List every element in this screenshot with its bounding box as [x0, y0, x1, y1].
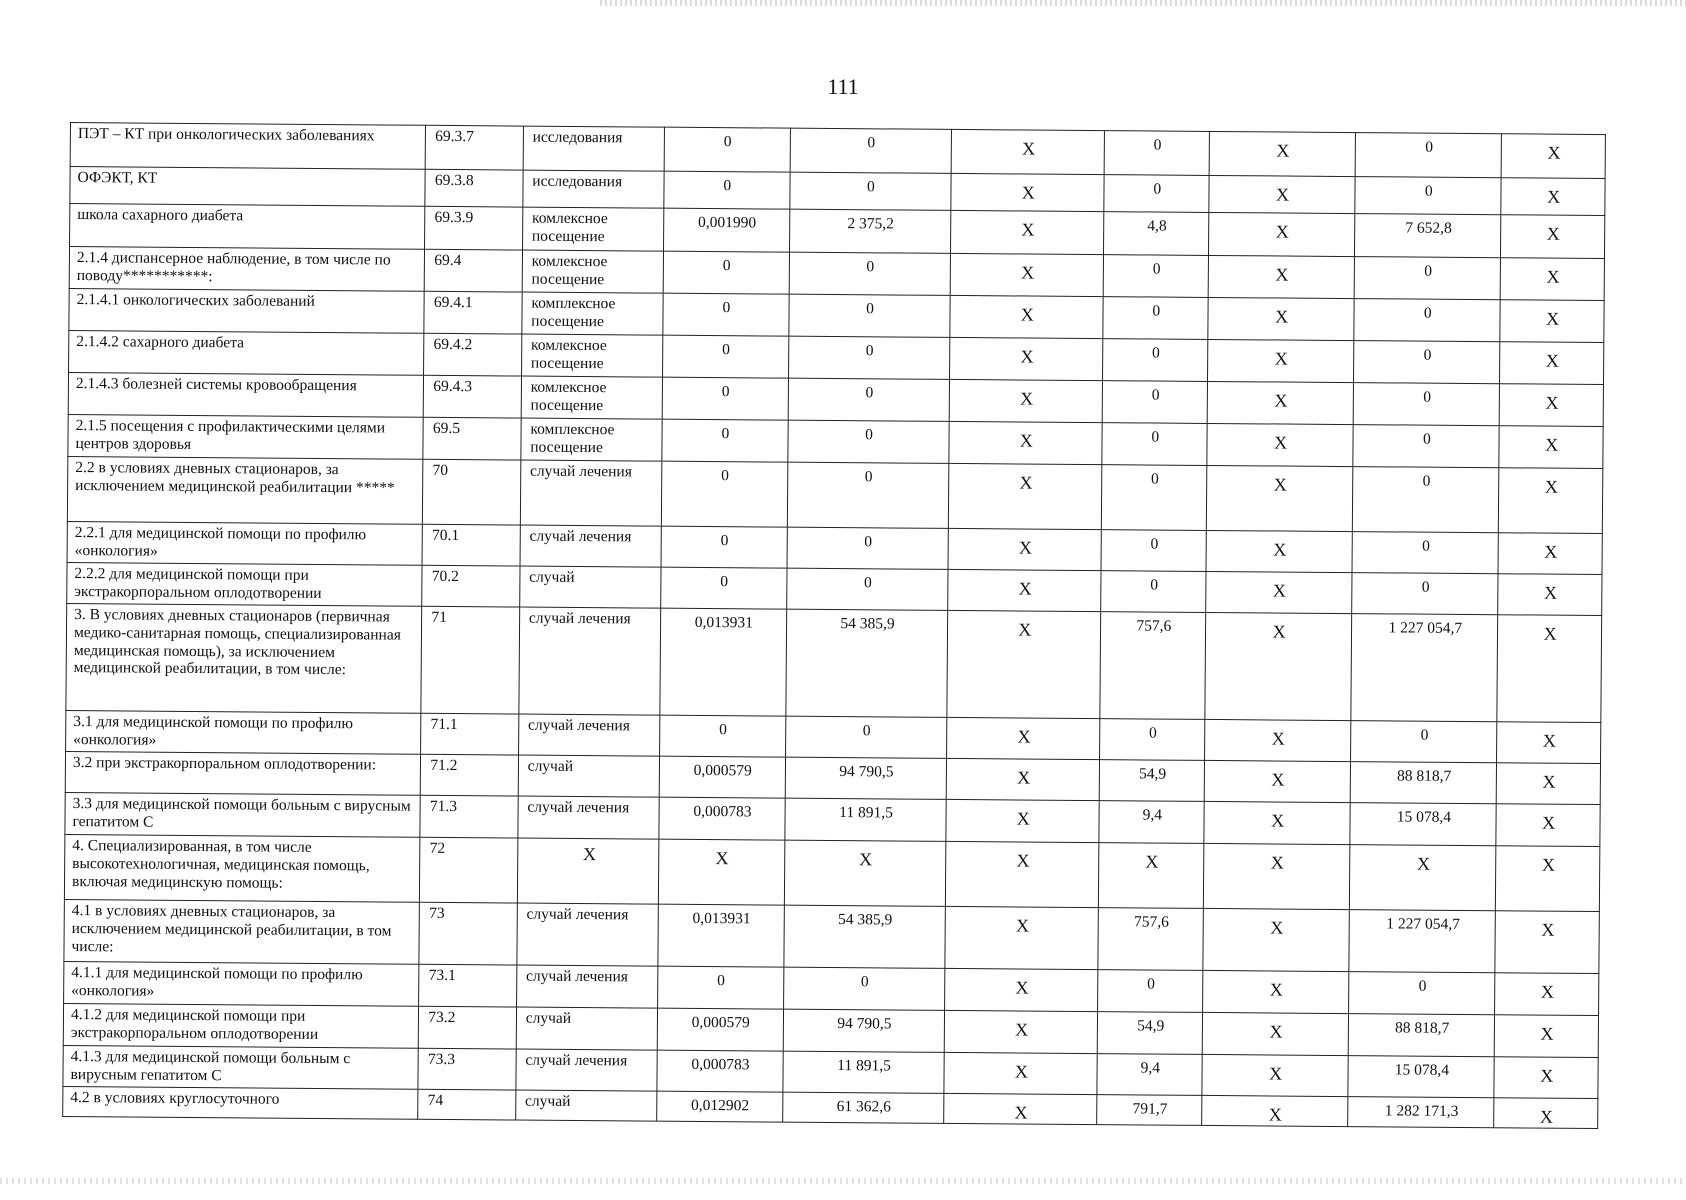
row-value-cell: Х	[1496, 804, 1600, 847]
row-unit-cell: комлексное посещение	[522, 250, 663, 293]
row-code-cell: 71	[421, 606, 519, 714]
row-value-cell: 0	[1354, 299, 1501, 342]
row-value-cell: 0	[661, 461, 787, 527]
row-unit-cell: случай лечения	[518, 796, 659, 839]
row-value-cell: 88 818,7	[1348, 1014, 1495, 1057]
row-value-cell: Х	[947, 610, 1101, 718]
row-value-cell: 2 375,2	[789, 209, 951, 253]
row-value-cell: Х	[951, 129, 1105, 174]
row-unit-cell: случай	[516, 1007, 657, 1050]
row-value-cell: 61 362,6	[782, 1092, 944, 1123]
row-value-cell: 0	[790, 172, 952, 210]
row-value-cell: 9,4	[1099, 801, 1204, 844]
table-row	[67, 456, 1602, 533]
row-value-cell: Х	[1206, 465, 1353, 531]
row-value-cell: 0	[789, 294, 951, 337]
row-value-cell: Х	[944, 1010, 1098, 1053]
row-value-cell: 0	[789, 252, 951, 295]
row-value-cell: Х	[1497, 615, 1601, 723]
row-value-cell: 0	[1349, 972, 1496, 1015]
row-value-cell: 0	[1103, 381, 1208, 424]
row-value-cell: 88 818,7	[1350, 762, 1497, 804]
row-value-cell: 1 227 054,7	[1349, 910, 1496, 973]
row-value-cell: Х	[946, 758, 1100, 800]
row-value-cell: 0	[1098, 970, 1203, 1013]
row-name-cell: 4.1 в условиях дневных стационаров, за исключением медицинской реабилитации, в том числе:	[64, 899, 420, 964]
row-value-cell: Х	[1205, 612, 1352, 720]
row-value-cell: Х	[1497, 722, 1601, 764]
row-value-cell: Х	[1494, 1098, 1598, 1129]
row-value-cell: Х	[944, 1093, 1098, 1124]
row-unit-cell: случай	[518, 755, 659, 797]
row-value-cell: Х	[950, 253, 1104, 296]
row-value-cell: 757,6	[1098, 908, 1203, 971]
row-unit-cell: случай	[519, 566, 660, 608]
row-code-cell: 69.4.3	[424, 375, 522, 418]
row-value-cell: Х	[1500, 300, 1604, 343]
row-code-cell: 69.3.7	[425, 125, 523, 170]
row-value-cell: 0	[1104, 255, 1209, 298]
row-value-cell: Х	[1500, 384, 1604, 427]
scan-edge-bottom	[0, 1178, 1686, 1184]
row-value-cell: 54,9	[1100, 760, 1205, 802]
row-name-cell: 3. В условиях дневных стационаров (первичная медико-санитарная помощь, специализированная медицинская помощь), за исключением медицинской реабилитации, в том числе:	[66, 603, 422, 713]
row-value-cell: Х	[1204, 801, 1351, 844]
row-code-cell: 71.3	[420, 795, 518, 838]
row-value-cell: 0,000783	[659, 797, 785, 840]
row-value-cell: 0	[783, 967, 945, 1010]
row-name-cell: школа сахарного диабета	[70, 204, 426, 250]
row-value-cell: Х	[1494, 1057, 1598, 1099]
table-row	[64, 834, 1599, 911]
row-value-cell: Х	[947, 717, 1101, 759]
row-value-cell: Х	[1500, 342, 1604, 385]
row-value-cell: 94 790,5	[785, 757, 947, 799]
row-code-cell: 69.4.1	[424, 291, 522, 334]
row-unit-cell: комплексное посещение	[521, 418, 662, 461]
row-value-cell: 15 078,4	[1348, 1056, 1495, 1098]
table-container	[62, 122, 1606, 1129]
row-value-cell: 0	[662, 377, 788, 420]
row-value-cell: 94 790,5	[783, 1009, 945, 1052]
row-unit-cell: комлексное посещение	[522, 207, 663, 251]
row-value-cell: Х	[945, 906, 1099, 969]
row-value-cell: Х	[1203, 970, 1350, 1013]
row-value-cell: 0	[1105, 131, 1210, 176]
row-value-cell: 7 652,8	[1355, 214, 1502, 258]
row-name-cell: 2.1.4 диспансерное наблюдение, в том числе по поводу***********:	[69, 247, 425, 292]
row-name-cell: 3.3 для медицинской помощи больным с вирусным гепатитом С	[65, 792, 421, 837]
row-code-cell: 69.4	[424, 249, 522, 292]
row-unit-cell: случай	[515, 1090, 656, 1121]
row-name-cell: 2.2.2 для медицинской помощи при экстракорпоральном оплодотворении	[67, 562, 423, 606]
row-value-cell: 0	[1353, 467, 1500, 533]
row-value-cell: Х	[1501, 178, 1605, 216]
row-unit-cell: исследования	[523, 170, 664, 208]
row-code-cell: 71.2	[421, 754, 519, 796]
row-value-cell: Х	[1205, 719, 1352, 761]
scan-edge-top	[600, 0, 1686, 6]
row-value-cell: 0	[785, 716, 947, 758]
row-value-cell: 0	[1100, 719, 1205, 761]
page-number: 111	[827, 74, 859, 99]
row-value-cell: 0,013931	[658, 904, 784, 967]
row-value-cell: Х	[949, 379, 1103, 422]
row-value-cell: 1 227 054,7	[1351, 614, 1498, 722]
row-name-cell: 4.1.3 для медицинской помощи больным с вирусным гепатитом С	[63, 1045, 419, 1089]
row-name-cell: 2.2.1 для медицинской помощи по профилю «онкология»	[67, 521, 423, 565]
row-value-cell: 54 385,9	[786, 609, 948, 717]
row-code-cell: 73	[419, 902, 517, 965]
row-value-cell: 0	[788, 420, 950, 463]
row-value-cell: Х	[1202, 1012, 1349, 1055]
row-value-cell: 0	[1353, 425, 1500, 468]
row-value-cell: Х	[1206, 530, 1353, 572]
row-value-cell: Х	[948, 569, 1102, 611]
row-value-cell: 0	[663, 293, 789, 336]
row-value-cell: 0	[1352, 532, 1499, 574]
row-name-cell: ОФЭКТ, КТ	[70, 167, 426, 207]
row-value-cell: Х	[1496, 846, 1600, 912]
row-code-cell: 70.2	[422, 565, 520, 607]
row-name-cell: 4.2 в условиях круглосуточного	[63, 1086, 419, 1118]
row-unit-cell: Х	[517, 838, 659, 904]
row-value-cell: 0	[790, 128, 952, 173]
row-value-cell: 0	[1354, 341, 1501, 384]
row-value-cell: Х	[944, 1052, 1098, 1094]
row-value-cell: Х	[1495, 1015, 1599, 1058]
row-value-cell: 791,7	[1097, 1095, 1202, 1126]
row-value-cell: Х	[1203, 843, 1350, 909]
row-value-cell: Х	[1501, 134, 1605, 179]
row-value-cell: 0	[1352, 573, 1499, 615]
row-code-cell: 69.3.8	[425, 169, 523, 207]
row-value-cell: 0,013931	[660, 608, 787, 716]
row-value-cell: Х	[1206, 571, 1353, 613]
row-value-cell: Х	[946, 799, 1100, 842]
row-value-cell: 0	[1102, 465, 1207, 531]
row-value-cell: 4,8	[1104, 212, 1209, 256]
row-code-cell: 74	[418, 1089, 516, 1119]
row-value-cell: 0	[663, 251, 789, 294]
row-value-cell: Х	[1350, 845, 1497, 911]
row-value-cell: 15 078,4	[1350, 803, 1497, 846]
row-value-cell: 0	[664, 171, 790, 209]
row-code-cell: 70	[423, 459, 521, 525]
row-value-cell: Х	[1203, 908, 1350, 971]
row-code-cell: 72	[420, 837, 518, 903]
row-value-cell: Х	[1207, 381, 1354, 424]
row-value-cell: 0	[661, 567, 787, 609]
row-value-cell: 0	[664, 127, 790, 172]
row-name-cell: 2.2 в условиях дневных стационаров, за исключением медицинской реабилитации *****	[67, 456, 423, 524]
row-value-cell: 0	[661, 526, 787, 568]
row-code-cell: 73.2	[419, 1006, 517, 1049]
row-value-cell: Х	[1208, 297, 1355, 340]
row-value-cell: 11 891,5	[783, 1051, 945, 1093]
row-code-cell: 73.3	[418, 1048, 516, 1090]
row-value-cell: Х	[784, 840, 946, 906]
row-name-cell: 2.1.4.2 сахарного диабета	[69, 330, 425, 375]
row-value-cell: 0	[662, 419, 788, 462]
row-name-cell: 3.1 для медицинской помощи по профилю «онкология»	[66, 710, 422, 754]
row-value-cell: 54,9	[1098, 1012, 1203, 1055]
row-value-cell: Х	[1499, 426, 1603, 469]
row-value-cell: Х	[1209, 175, 1355, 213]
row-value-cell: Х	[1099, 843, 1204, 909]
row-value-cell: 0	[657, 966, 783, 1009]
row-value-cell: Х	[1207, 423, 1354, 466]
row-value-cell: Х	[1208, 255, 1355, 298]
row-unit-cell: комплексное посещение	[522, 292, 663, 335]
row-unit-cell: случай лечения	[517, 903, 659, 966]
row-value-cell: Х	[951, 173, 1105, 211]
row-value-cell: Х	[1495, 973, 1599, 1016]
row-value-cell: 0	[788, 336, 950, 379]
row-value-cell: 1 282 171,3	[1348, 1097, 1494, 1128]
row-value-cell: Х	[1202, 1054, 1349, 1096]
row-code-cell: 71.1	[421, 713, 519, 755]
row-value-cell: 54 385,9	[784, 905, 946, 968]
table-body	[63, 123, 1606, 1129]
row-value-cell: Х	[1208, 339, 1355, 382]
row-name-cell: 2.1.5 посещения с профилактическими целями центров здоровья	[68, 414, 424, 459]
row-value-cell: 0,000783	[657, 1050, 783, 1092]
row-value-cell: Х	[950, 337, 1104, 380]
row-unit-cell: исследования	[523, 126, 664, 171]
row-value-cell: Х	[945, 968, 1099, 1011]
row-value-cell: 0	[787, 462, 949, 528]
data-table	[62, 122, 1606, 1129]
row-unit-cell: комлексное посещение	[521, 334, 662, 377]
row-value-cell: 0,012902	[657, 1091, 783, 1122]
row-value-cell: Х	[951, 210, 1105, 254]
row-value-cell: Х	[946, 841, 1100, 907]
row-value-cell: Х	[1209, 212, 1356, 256]
row-name-cell: 4.1.2 для медицинской помощи при экстракорпоральном оплодотворении	[63, 1003, 419, 1048]
row-unit-cell: случай лечения	[520, 460, 662, 526]
row-unit-cell: случай лечения	[516, 965, 657, 1008]
row-value-cell: Х	[1209, 131, 1356, 176]
row-code-cell: 73.1	[419, 964, 517, 1007]
row-value-cell: 0,000579	[659, 756, 785, 798]
row-name-cell: 2.1.4.1 онкологических заболеваний	[69, 288, 425, 333]
row-value-cell: 0	[662, 335, 788, 378]
row-value-cell: 0,000579	[657, 1008, 783, 1051]
row-value-cell: Х	[1501, 258, 1605, 301]
row-value-cell: 11 891,5	[785, 798, 947, 841]
row-value-cell: 9,4	[1097, 1054, 1202, 1096]
row-value-cell: Х	[949, 421, 1103, 464]
row-value-cell: Х	[1204, 760, 1351, 802]
row-value-cell: 0	[1101, 530, 1206, 572]
row-unit-cell: случай лечения	[520, 525, 661, 567]
row-code-cell: 70.1	[422, 524, 520, 566]
row-value-cell: 0	[1353, 383, 1500, 426]
row-value-cell: 0	[787, 527, 949, 569]
row-value-cell: 0	[1351, 721, 1498, 763]
row-name-cell: 4.1.1 для медицинской помощи по профилю «онкология»	[64, 961, 420, 1006]
row-value-cell: Х	[948, 463, 1102, 529]
row-value-cell: 0	[786, 568, 948, 610]
row-value-cell: Х	[1497, 763, 1601, 805]
row-value-cell: 0	[1101, 571, 1206, 613]
row-value-cell: 0	[659, 715, 785, 757]
row-value-cell: 0	[1102, 423, 1207, 466]
row-value-cell: 0,001990	[663, 208, 789, 252]
row-name-cell: ПЭТ – КТ при онкологических заболеваниях	[70, 123, 426, 170]
row-value-cell: 0	[788, 378, 950, 421]
row-value-cell: Х	[1495, 911, 1599, 974]
row-value-cell: Х	[950, 295, 1104, 338]
row-value-cell: Х	[1202, 1095, 1348, 1126]
row-name-cell: 4. Специализированная, в том числе высокотехнологичная, медицинская помощь, включая медицинскую помощь:	[64, 834, 420, 902]
row-value-cell: 0	[1354, 257, 1501, 300]
row-name-cell: 3.2 при экстракорпоральном оплодотворении:	[65, 751, 421, 795]
row-value-cell: Х	[1498, 533, 1602, 575]
row-unit-cell: случай лечения	[516, 1049, 657, 1091]
row-unit-cell: случай лечения	[519, 607, 661, 715]
row-value-cell: Х	[948, 528, 1102, 570]
table-row	[66, 603, 1602, 722]
row-value-cell: Х	[1501, 215, 1605, 259]
row-value-cell: 0	[1103, 339, 1208, 382]
row-unit-cell: случай лечения	[518, 714, 659, 756]
row-code-cell: 69.5	[423, 417, 521, 460]
row-value-cell: 0	[1355, 177, 1501, 215]
row-unit-cell: комлексное посещение	[521, 376, 662, 419]
row-code-cell: 69.4.2	[424, 333, 522, 376]
row-value-cell: 0	[1104, 175, 1209, 213]
row-code-cell: 69.3.9	[425, 206, 523, 250]
row-value-cell: 757,6	[1100, 612, 1205, 720]
row-value-cell: 0	[1355, 133, 1502, 178]
row-value-cell: Х	[1499, 468, 1603, 534]
row-name-cell: 2.1.4.3 болезней системы кровообращения	[68, 372, 424, 417]
row-value-cell: Х	[1498, 574, 1602, 616]
row-value-cell: 0	[1103, 297, 1208, 340]
row-value-cell: Х	[658, 839, 784, 905]
